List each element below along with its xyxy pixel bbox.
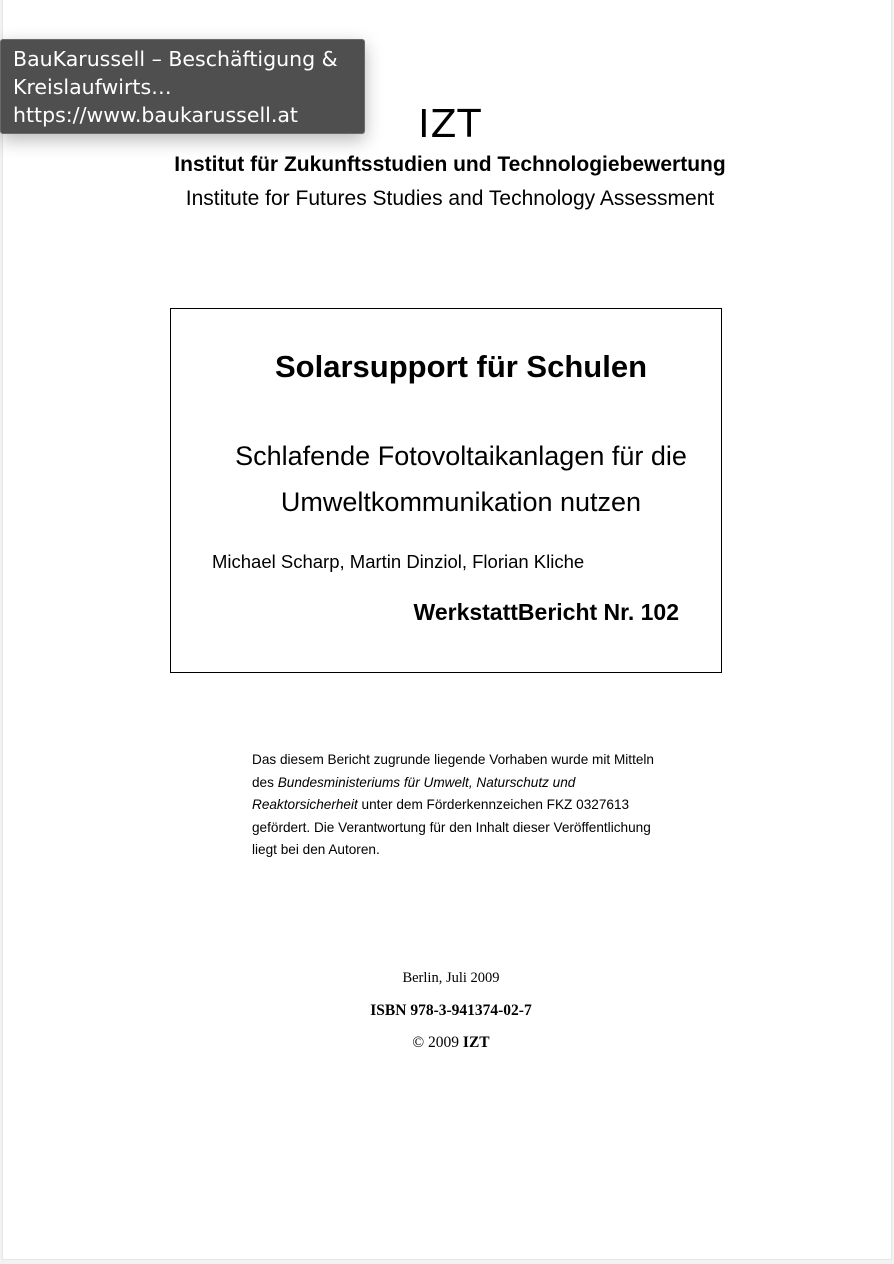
report-subtitle xyxy=(171,433,751,525)
funding-note xyxy=(252,749,672,862)
ministry-name: Bundesministeriums für Umwelt, Naturschutz und Reaktorsicherheit xyxy=(252,774,576,813)
funding-note-part1: Das diesem Bericht zugrunde liegende Vorhaben wurde mit Mitteln des xyxy=(252,752,654,790)
tooltip-title-line-2: Kreislaufwirts… xyxy=(13,75,172,99)
tooltip-title-line-1: BauKarussell – Beschäftigung & xyxy=(13,47,338,71)
place-date: Berlin, Juli 2009 xyxy=(402,970,500,986)
link-tooltip xyxy=(0,39,365,134)
copyright xyxy=(3,1034,894,1052)
isbn: ISBN 978-3-941374-02-7 xyxy=(370,1002,532,1019)
funding-note-part2: unter dem Förderkennzeichen FKZ 0327613 gefördert. Die Verantwortung für den Inhalt dieser Veröffentlichung liegt bei den Autoren. xyxy=(252,797,651,858)
subtitle-line-2: Umweltkommunikation nutzen xyxy=(280,487,642,517)
institute-name-german: Institut für Zukunftsstudien und Technologiebewertung xyxy=(174,153,726,176)
copyright-prefix: © 2009 xyxy=(412,1034,463,1051)
report-title: Solarsupport für Schulen xyxy=(274,349,648,384)
authors: Michael Scharp, Martin Dinziol, Florian Kliche xyxy=(212,551,585,572)
subtitle-line-1: Schlafende Fotovoltaikanlagen für die xyxy=(235,441,687,471)
report-number: WerkstattBericht Nr. 102 xyxy=(413,599,679,625)
document-page xyxy=(2,0,892,1260)
title-box xyxy=(170,308,722,673)
tooltip-url: https://www.baukarussell.at xyxy=(13,103,298,127)
institute-name-english: Institute for Futures Studies and Technology Assessment xyxy=(185,187,715,210)
izt-logo: IZT xyxy=(418,102,482,146)
copyright-holder: IZT xyxy=(462,1034,490,1051)
